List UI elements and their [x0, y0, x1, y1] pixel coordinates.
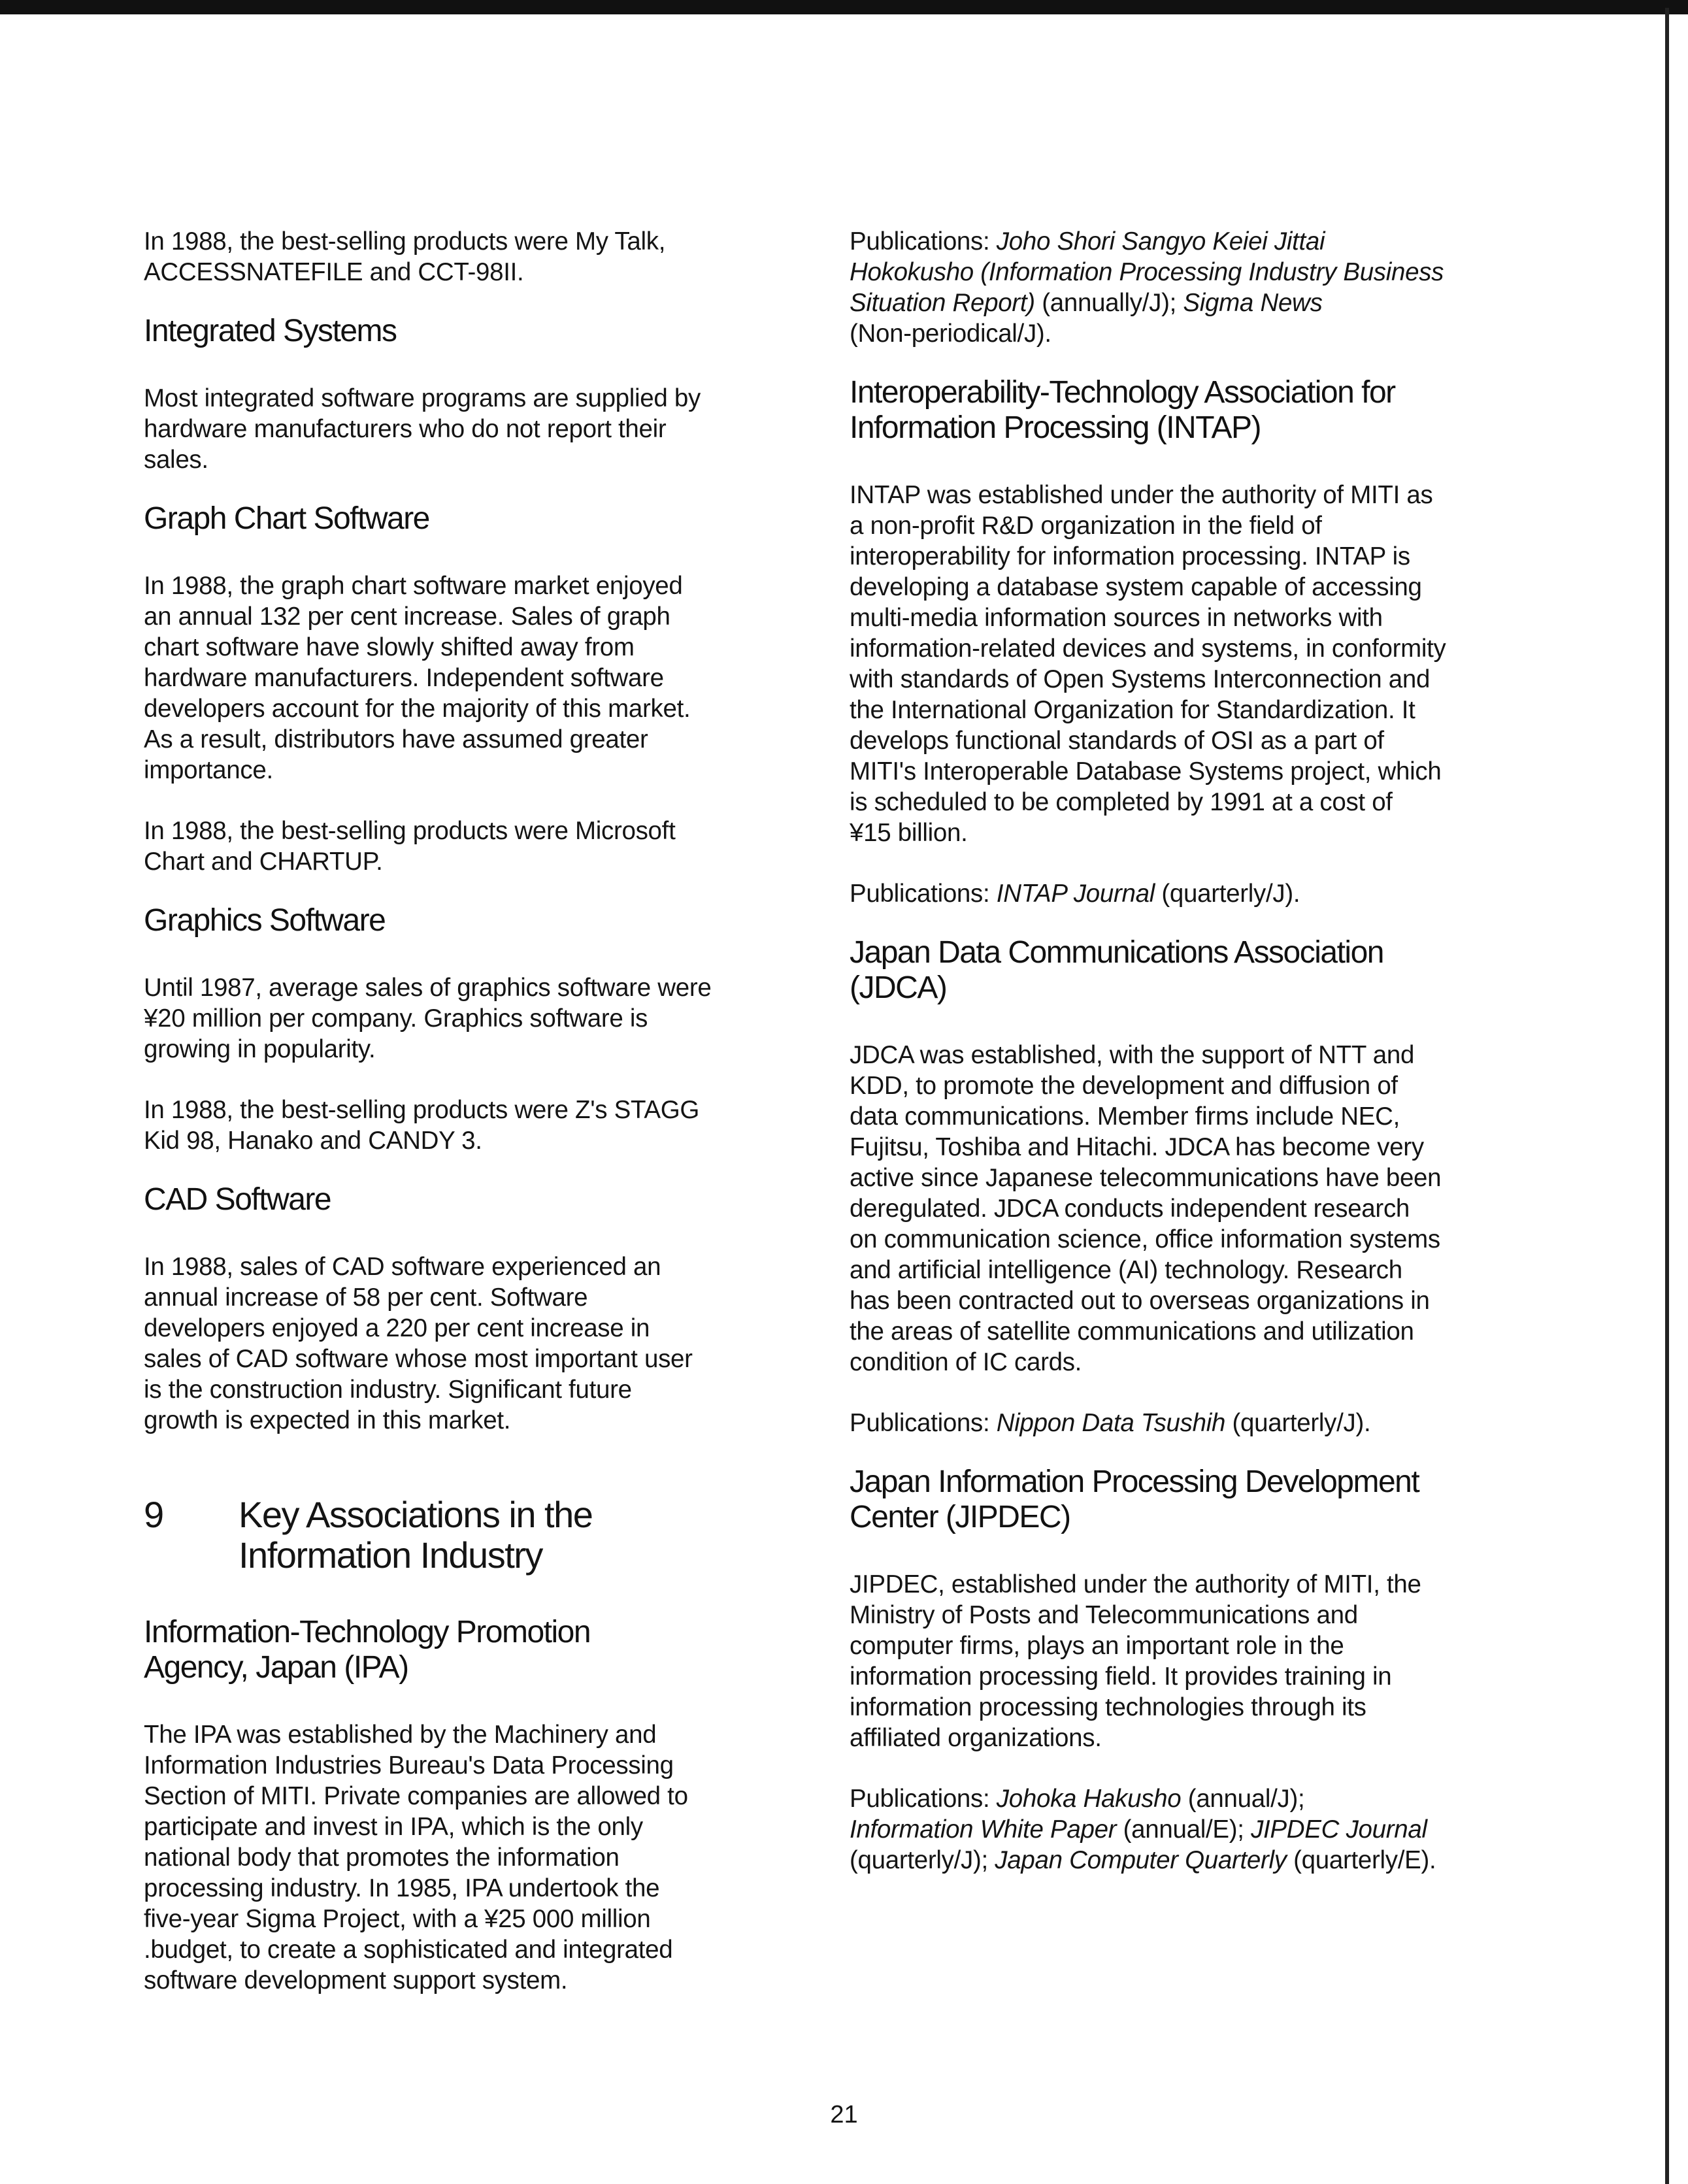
section-title: Key Associations in the Information Industry — [239, 1494, 593, 1576]
heading-cad-software: CAD Software — [144, 1182, 331, 1217]
paragraph-graph-chart-1: In 1988, the graph chart software market enjoyed an annual 132 per cent increase. Sales of graph chart software have slowly shifted away from hardware manufacturers. Independent software developers account for the majority of this market. As a result, distributors have assumed greater importance. — [144, 572, 691, 784]
publication-frequency: (quarterly/J). — [1154, 880, 1300, 908]
paragraph-cad: In 1988, sales of CAD software experienced an annual increase of 58 per cent. Software developers enjoyed a 220 per cent increase in sales of CAD software whose most important user is the construction industry. Significant future growth is expected in this market. — [144, 1253, 693, 1434]
heading-graphics-software: Graphics Software — [144, 903, 386, 938]
paragraph-jipdec: JIPDEC, established under the authority of MITI, the Ministry of Posts and Telecommunications and computer firms, plays an important role in the information processing field. It provides training in information processing technologies through its affiliated organizations. — [850, 1570, 1421, 1752]
paragraph-graph-chart-2: In 1988, the best-selling products were Microsoft Chart and CHARTUP. — [144, 817, 676, 876]
publication-title: Japan Computer Quarterly — [995, 1846, 1287, 1874]
publication-frequency: (Non-periodical/J). — [850, 320, 1051, 348]
heading-jdca: Japan Data Communications Association (JDCA) — [850, 935, 1383, 1005]
publication-title: Nippon Data Tsushih — [996, 1409, 1226, 1437]
publication-frequency: (annual/J); — [1187, 1785, 1305, 1813]
publication-frequency: (quarterly/J); — [850, 1846, 988, 1874]
paragraph-integrated-systems: Most integrated software programs are supplied by hardware manufacturers who do not report their sales. — [144, 384, 701, 474]
paragraph-jdca: JDCA was established, with the support of NTT and KDD, to promote the development and diffusion of data communications. Member firms include NEC, Fujitsu, Toshiba and Hitachi. JDCA has become very active since Japanese telecommunications have been deregulated. JDCA conducts independent research on communication science, office information systems and artificial intelligence (AI) technology. Research has been contracted out to overseas organizations in the areas of satellite communications and utilization condition of IC cards. — [850, 1041, 1442, 1376]
right-column — [850, 226, 1536, 1876]
publication-title: JIPDEC Journal — [1251, 1815, 1427, 1844]
top-border — [0, 0, 1688, 14]
paragraph-intap: INTAP was established under the authority of MITI as a non-profit R&D organization in the field of interoperability for information processing. INTAP is developing a database system capable of accessing multi-media information sources in networks with information-related devices and systems, in conformity with standards of Open Systems Interconnection and the International Organization for Standardization. It develops functional standards of OSI as a part of MITI's Interoperable Database Systems project, which is scheduled to be completed by 1991 at a cost of ¥15 billion. — [850, 481, 1446, 847]
publication-title: Johoka Hakusho — [996, 1785, 1182, 1813]
publications-label: Publications: — [850, 1785, 997, 1813]
publications-jdca — [850, 1408, 1536, 1438]
paragraph-graphics-1: Until 1987, average sales of graphics software were ¥20 million per company. Graphics software is growing in popularity. — [144, 974, 712, 1063]
section-number: 9 — [144, 1494, 165, 1535]
publications-sigma — [850, 226, 1536, 349]
section-heading — [144, 1495, 804, 1576]
publication-frequency: (quarterly/E). — [1286, 1846, 1436, 1874]
right-border — [1665, 8, 1669, 2184]
heading-integrated-systems: Integrated Systems — [144, 314, 397, 348]
publications-jipdec — [850, 1783, 1536, 1876]
paragraph-graphics-2: In 1988, the best-selling products were Z's STAGG Kid 98, Hanako and CANDY 3. — [144, 1096, 700, 1155]
publication-title: Sigma News — [1183, 289, 1323, 317]
publication-frequency: (quarterly/J). — [1225, 1409, 1371, 1437]
left-column — [144, 226, 804, 1996]
publication-frequency: (annual/E); — [1116, 1815, 1251, 1844]
paragraph-ipa: The IPA was established by the Machinery and Information Industries Bureau's Data Processing Section of MITI. Private companies are allowed to participate and invest in IPA, which is the only national body that promotes the information processing industry. In 1985, IPA undertook the five-year Sigma Project, with a ¥25 000 million .budget, to create a sophisticated and integrated software development support system. — [144, 1721, 688, 1994]
heading-intap: Interoperability-Technology Association for Information Processing (INTAP) — [850, 375, 1395, 445]
publication-title: Information White Paper — [850, 1815, 1117, 1844]
page-number: 21 — [830, 2101, 858, 2128]
heading-graph-chart-software: Graph Chart Software — [144, 501, 429, 536]
publications-label: Publications: — [850, 1409, 997, 1437]
publications-label: Publications: — [850, 227, 997, 256]
publications-intap — [850, 878, 1536, 909]
heading-ipa: Information-Technology Promotion Agency, Japan (IPA) — [144, 1615, 591, 1685]
paragraph-mytalk: In 1988, the best-selling products were My Talk, ACCESSNATEFILE and CCT-98II. — [144, 227, 666, 286]
publication-title: INTAP Journal — [996, 880, 1155, 908]
publications-label: Publications: — [850, 880, 997, 908]
publication-frequency: (annually/J); — [1034, 289, 1183, 317]
heading-jipdec: Japan Information Processing Development Center (JIPDEC) — [850, 1464, 1419, 1534]
publication-title: Joho Shori Sangyo Keiei Jittai Hokokusho (Information Processing Industry Business Situation Report) — [850, 227, 1444, 317]
